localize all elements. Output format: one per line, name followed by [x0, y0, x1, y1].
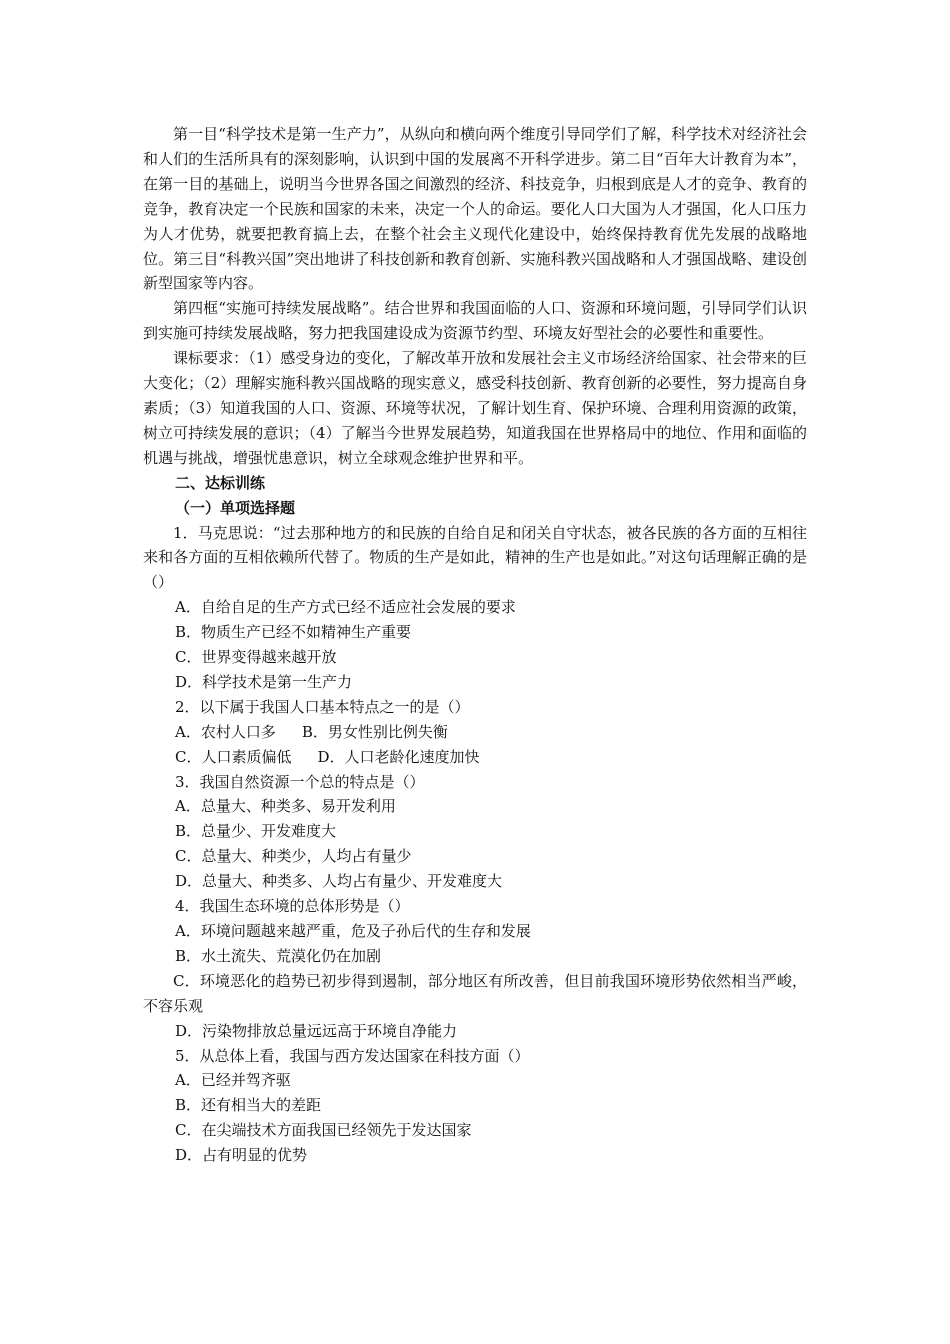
question-2-option-c: C．人口素质偏低: [175, 747, 292, 766]
document-page: [143, 122, 807, 1168]
question-5-stem: 5．从总体上看，我国与西方发达国家在科技方面（）: [175, 1046, 530, 1065]
question-2-option-d: D．人口老龄化速度加快: [317, 747, 480, 766]
question-4-stem: 4．我国生态环境的总体形势是（）: [175, 897, 410, 916]
question-3-option-c: C．总量大、种类少，人均占有量少: [175, 847, 412, 866]
intro-paragraph-3: 课标要求：（1）感受身边的变化，了解改革开放和发展社会主义市场经济给国家、社会带来的巨大变化；（2）理解实施科教兴国战略的现实意义，感受科技创新、教育创新的必要性，努力提高自身素质；（3）知道我国的人口、资源、环境等状况，了解计划生育、保护环境、合理利用资源的政策，树立可持续发展的意识；（4）了解当今世界发展趋势，知道我国在世界格局中的地位、作用和面临的机遇与挑战，增强忧患意识，树立全球观念维护世界和平。: [143, 349, 807, 467]
question-4-option-d: D．污染物排放总量远远高于环境自净能力: [175, 1021, 458, 1040]
question-3-option-d: D．总量大、种类多、人均占有量少、开发难度大: [175, 872, 503, 891]
question-1-option-a: A．自给自足的生产方式已经不适应社会发展的要求: [175, 598, 516, 617]
question-1-stem: 1．马克思说：“过去那种地方的和民族的自给自足和闭关自守状态，被各民族的各方面的互相往来和各方面的互相依赖所代替了。物质的生产是如此，精神的生产也是如此。”对这句话理解正确的是（）: [143, 523, 807, 592]
question-1-option-c: C．世界变得越来越开放: [175, 648, 337, 667]
question-5-option-d: D．占有明显的优势: [175, 1146, 308, 1165]
question-2-option-b: B．男女性别比例失衡: [301, 722, 448, 741]
question-4-option-c: C．环境恶化的趋势已初步得到遏制，部分地区有所改善，但目前我国环境形势依然相当严峻，不容乐观: [143, 971, 807, 1015]
question-5-option-b: B．还有相当大的差距: [175, 1096, 322, 1115]
question-4-option-a: A．环境问题越来越严重，危及子孙后代的生存和发展: [175, 922, 531, 940]
question-3-option-a: A．总量大、种类多、易开发利用: [175, 797, 396, 816]
question-4-option-b: B．水土流失、荒漠化仍在加剧: [175, 946, 382, 965]
intro-paragraph-1: 第一目“科学技术是第一生产力”，从纵向和横向两个维度引导同学们了解，科学技术对经济社会和人们的生活所具有的深刻影响，认识到中国的发展离不开科学进步。第二目“百年大计教育为本”，在第一目的基础上，说明当今世界各国之间激烈的经济、科技竞争，归根到底是人才的竞争、教育的竞争，教育决定一个民族和国家的未来，决定一个人的命运。要化人口大国为人才强国，化人口压力为人才优势，就要把教育搞上去，在整个社会主义现代化建设中，始终保持教育优先发展的战略地位。第三目“科教兴国”突出地讲了科技创新和教育创新、实施科教兴国战略和人才强国战略、建设创新型国家等内容。: [143, 125, 807, 293]
intro-paragraph-2: 第四框“实施可持续发展战略”。结合世界和我国面临的人口、资源和环境问题，引导同学们认识到实施可持续发展战略，努力把我国建设成为资源节约型、环境友好型社会的必要性和重要性。: [143, 299, 807, 343]
question-5-option-a: A．已经并驾齐驱: [175, 1071, 291, 1090]
question-1-option-d: D．科学技术是第一生产力: [175, 672, 353, 691]
question-1-option-b: B．物质生产已经不如精神生产重要: [175, 623, 412, 642]
question-2-options-ab: [143, 720, 807, 745]
question-2-options-cd: [143, 745, 807, 770]
question-5-option-c: C．在尖端技术方面我国已经领先于发达国家: [175, 1121, 472, 1140]
subsection-title: （一）单项选择题: [175, 498, 296, 517]
question-3-stem: 3．我国自然资源一个总的特点是（）: [175, 772, 425, 791]
question-2-option-a: A．农村人口多: [175, 722, 276, 741]
section-title: 二、达标训练: [175, 473, 266, 492]
question-2-stem: 2．以下属于我国人口基本特点之一的是（）: [175, 697, 470, 716]
question-3-option-b: B．总量少、开发难度大: [175, 822, 337, 841]
